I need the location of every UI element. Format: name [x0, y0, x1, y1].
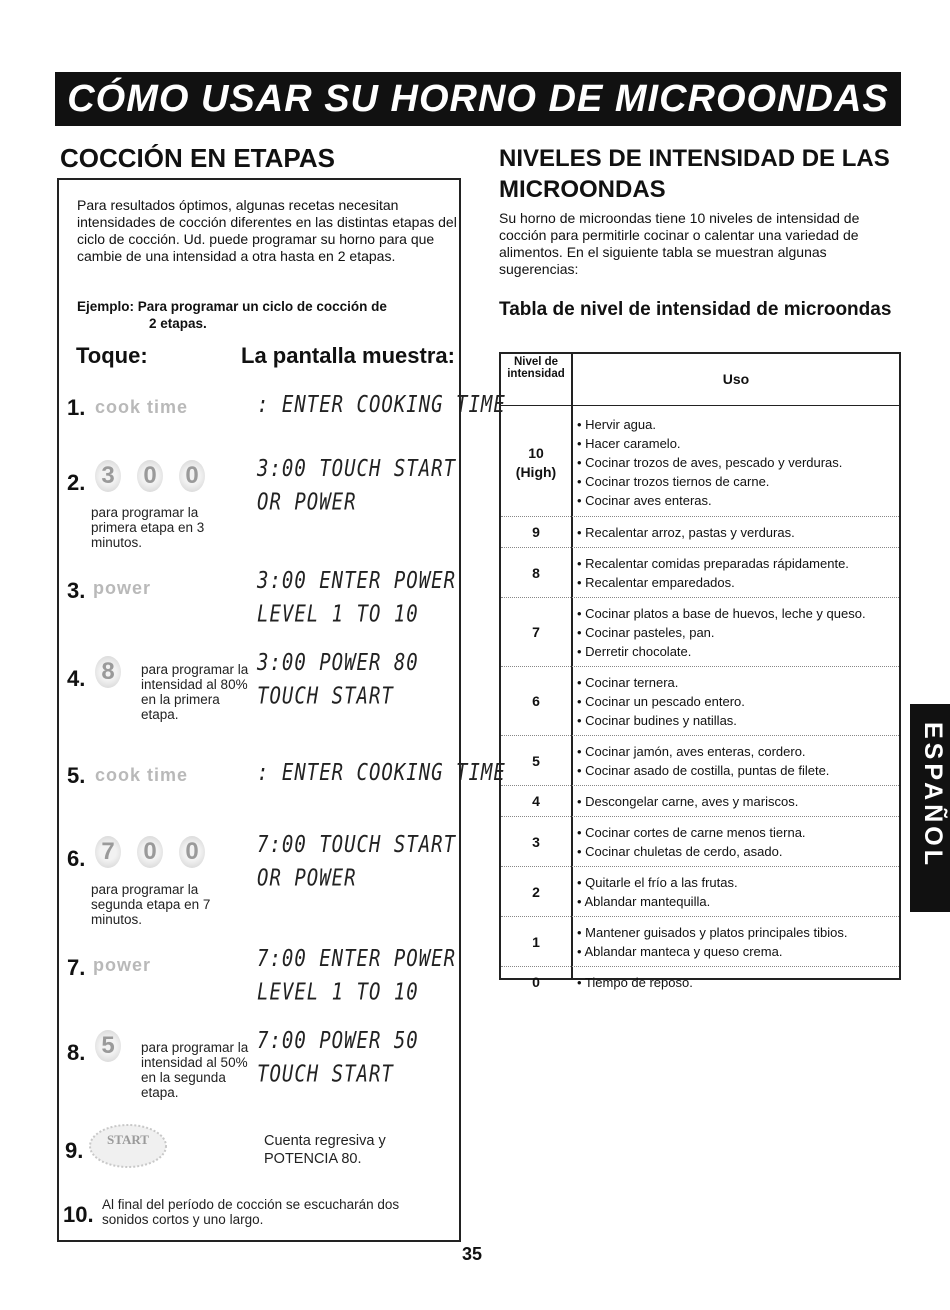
use-cell [577, 523, 907, 542]
use-item: • Tiempo de reposo. [577, 975, 693, 990]
table-row [501, 916, 899, 967]
table-row [501, 866, 899, 917]
digit-7-key-icon: 7 [95, 836, 121, 868]
use-cell [577, 415, 907, 510]
display-readout: : ENTER COOKING TIME [257, 391, 506, 418]
step-number: 9. [65, 1138, 84, 1163]
digit-5-key-icon: 5 [95, 1030, 121, 1062]
use-cell [577, 742, 907, 780]
table-row [501, 516, 899, 548]
display-readout: 3:00 TOUCH START OR POWER [257, 455, 457, 516]
use-cell [577, 673, 907, 730]
page-number: 35 [462, 1244, 483, 1264]
level-column-header: Nivel de intensidad [507, 356, 565, 380]
table-row [501, 409, 899, 516]
display-readout: : ENTER COOKING TIME [257, 759, 506, 786]
use-item: • Cocinar un pescado entero. [577, 694, 745, 709]
table-row [501, 785, 899, 817]
use-item: • Cocinar trozos de aves, pescado y verduras. [577, 455, 843, 470]
level-cell: 8 [532, 564, 540, 581]
use-cell [577, 554, 907, 592]
level-cell: 2 [532, 883, 540, 900]
digit-0-key-icon: 0 [179, 460, 205, 492]
staged-cooking-intro: Para resultados óptimos, algunas recetas necesitan intensidades de cocción diferentes en las distintas etapas del ciclo de cocción. Ud. puede programar su horno para que cambie de una intensidad a otra hasta en 2 etapas. [77, 197, 457, 264]
power-key-icon: power [93, 578, 152, 598]
language-tab [910, 704, 950, 912]
level-cell: 5 [532, 752, 540, 769]
step-number: 4. [67, 666, 86, 691]
level-cell: 9 [532, 524, 540, 540]
title-banner [55, 72, 901, 126]
step-number: 6. [67, 846, 86, 871]
digit-0-key-icon: 0 [137, 836, 163, 868]
use-item: • Ablandar mantequilla. [577, 894, 711, 909]
use-cell [577, 973, 907, 992]
table-row [501, 597, 899, 667]
language-tab-label: ESPAÑOL [919, 722, 947, 869]
use-item: • Descongelar carne, aves y mariscos. [577, 794, 799, 809]
use-item: • Derretir chocolate. [577, 644, 692, 659]
use-cell [577, 923, 907, 961]
use-item: • Cocinar aves enteras. [577, 493, 712, 508]
use-cell [577, 604, 907, 661]
step-number: 1. [67, 395, 86, 420]
display-readout: 3:00 ENTER POWER LEVEL 1 TO 10 [257, 567, 457, 628]
digit-8-key-icon: 8 [95, 656, 121, 688]
start-key-icon [87, 1122, 169, 1170]
countdown-note: Cuenta regresiva y POTENCIA 80. [264, 1133, 386, 1167]
table-row [501, 666, 899, 736]
use-item: • Hervir agua. [577, 417, 656, 432]
use-item: • Cocinar ternera. [577, 675, 679, 690]
cook-time-key-icon: cook time [95, 765, 189, 785]
example-text-2: 2 etapas. [149, 316, 207, 331]
display-column-heading: La pantalla muestra: [241, 343, 455, 368]
level-cell: 0 [532, 974, 540, 990]
step-note: para programar la segunda etapa en 7 minutos. [91, 882, 211, 927]
power-levels-heading: NIVELES DE INTENSIDAD DE LAS MICROONDAS [499, 145, 890, 203]
use-cell [577, 873, 907, 911]
start-key-label: START [107, 1132, 149, 1147]
example-text [77, 298, 447, 332]
touch-column-heading: Toque: [76, 343, 148, 368]
table-row [501, 547, 899, 598]
step-note: para programar la primera etapa en 3 minutos. [91, 505, 205, 550]
use-item: • Recalentar comidas preparadas rápidamente. [577, 556, 849, 571]
use-item: • Hacer caramelo. [577, 436, 681, 451]
display-readout: 7:00 POWER 50 TOUCH START [257, 1027, 419, 1088]
level-cell: 7 [532, 624, 540, 640]
step-number: 5. [67, 763, 86, 788]
digit-3-key-icon: 3 [95, 460, 121, 492]
page-title: CÓMO USAR SU HORNO DE MICROONDAS [67, 78, 889, 120]
level-cell: 4 [532, 793, 540, 809]
use-item: • Mantener guisados y platos principales tibios. [577, 925, 848, 940]
example-text-1: Para programar un ciclo de cocción de [137, 299, 387, 314]
use-item: • Cocinar cortes de carne menos tierna. [577, 825, 806, 840]
power-levels-intro: Su horno de microondas tiene 10 niveles de intensidad de cocción para permitirle cocinar o calentar una variedad de alimentos. En el siguiente tabla se muestran algunas sugerencias: [499, 210, 860, 277]
table-row [501, 735, 899, 786]
use-column-header: Uso [722, 371, 750, 387]
display-readout: 7:00 ENTER POWER LEVEL 1 TO 10 [257, 945, 457, 1006]
use-item: • Cocinar platos a base de huevos, leche y queso. [577, 606, 866, 621]
cook-time-key-icon: cook time [95, 397, 189, 417]
table-row [501, 966, 899, 998]
use-item: • Cocinar jamón, aves enteras, cordero. [577, 744, 806, 759]
step-number: 10. [63, 1202, 94, 1227]
staged-cooking-heading: COCCIÓN EN ETAPAS [60, 143, 335, 173]
level-cell: 1 [532, 933, 540, 950]
power-level-table [499, 352, 901, 990]
use-cell [577, 823, 907, 861]
use-item: • Ablandar manteca y queso crema. [577, 944, 783, 959]
example-label: Ejemplo: [77, 299, 135, 314]
use-cell [577, 792, 907, 811]
display-readout: 3:00 POWER 80 TOUCH START [257, 649, 419, 710]
step-number: 2. [67, 470, 86, 495]
step-note: para programar la intensidad al 50% en la segunda etapa. [141, 1040, 249, 1100]
power-table-title: Tabla de nivel de intensidad de microondas [499, 299, 892, 320]
step-number: 8. [67, 1040, 86, 1065]
step-number: 3. [67, 578, 86, 603]
step-number: 7. [67, 955, 86, 980]
use-item: • Cocinar budines y natillas. [577, 713, 737, 728]
use-item: • Cocinar asado de costilla, puntas de filete. [577, 763, 830, 778]
use-item: • Recalentar arroz, pastas y verduras. [577, 525, 795, 540]
staged-cooking-box [57, 178, 506, 1242]
power-key-icon: power [93, 955, 152, 975]
level-cell: 3 [532, 833, 540, 850]
end-signal-note: Al final del período de cocción se escucharán dos sonidos cortos y uno largo. [102, 1197, 400, 1227]
use-item: • Recalentar emparedados. [577, 575, 735, 590]
level-cell: 6 [532, 693, 540, 709]
display-readout: 7:00 TOUCH START OR POWER [257, 831, 457, 892]
digit-0-key-icon: 0 [179, 836, 205, 868]
digit-0-key-icon: 0 [137, 460, 163, 492]
table-row [501, 816, 899, 867]
use-item: • Cocinar chuletas de cerdo, asado. [577, 844, 783, 859]
step-note: para programar la intensidad al 80% en la primera etapa. [141, 662, 249, 722]
use-item: • Cocinar pasteles, pan. [577, 625, 715, 640]
level-cell: 10 (High) [515, 444, 557, 480]
use-item: • Cocinar trozos tiernos de carne. [577, 474, 770, 489]
use-item: • Quitarle el frío a las frutas. [577, 875, 738, 890]
